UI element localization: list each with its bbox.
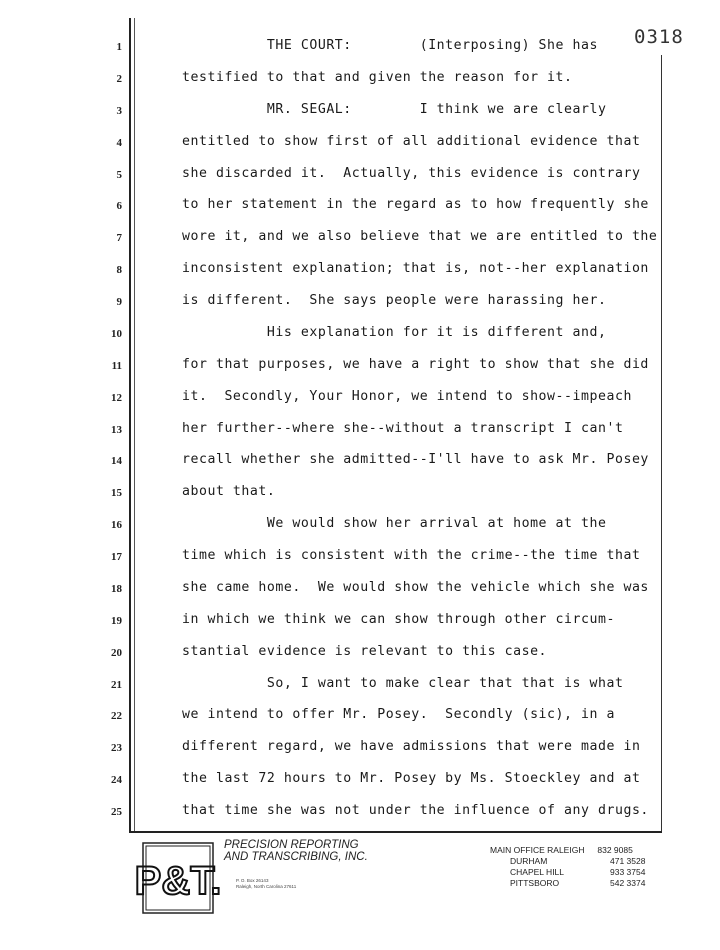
office-phone: 933 3754 bbox=[610, 867, 646, 877]
line-number: 16 bbox=[111, 519, 122, 532]
line-number: 11 bbox=[111, 359, 122, 372]
transcript-line: it. Secondly, Your Honor, we intend to show--impeach bbox=[182, 388, 632, 404]
line-number: 7 bbox=[116, 232, 122, 245]
transcript-line: entitled to show first of all additional evidence that bbox=[182, 133, 641, 149]
transcript-line: her further--where she--without a transcript I can't bbox=[182, 420, 624, 436]
address-line2: Raleigh, North Carolina 27611 bbox=[236, 884, 297, 889]
transcript-line: So, I want to make clear that that is what bbox=[182, 675, 624, 691]
line-number: 5 bbox=[116, 168, 122, 181]
line-number: 10 bbox=[111, 327, 122, 340]
company-name bbox=[224, 839, 368, 863]
line-number: 9 bbox=[116, 296, 122, 309]
line-number: 14 bbox=[111, 455, 122, 468]
line-number: 22 bbox=[111, 710, 122, 723]
line-number: 21 bbox=[111, 678, 122, 691]
transcript-line: that time she was not under the influence of any drugs. bbox=[182, 803, 649, 819]
transcript-line: she discarded it. Actually, this evidence is contrary bbox=[182, 165, 641, 181]
transcript-line: we intend to offer Mr. Posey. Secondly (sic), in a bbox=[182, 707, 615, 723]
line-number: 13 bbox=[111, 423, 122, 436]
office-phone: 471 3528 bbox=[610, 856, 646, 866]
office-list bbox=[490, 845, 680, 889]
address-line1: P. O. Box 26143 bbox=[236, 878, 269, 883]
company-name-line2: AND TRANSCRIBING, INC. bbox=[224, 851, 368, 863]
main-office bbox=[490, 845, 660, 856]
office-row bbox=[490, 856, 680, 867]
transcript-line: about that. bbox=[182, 484, 276, 500]
line-number: 20 bbox=[111, 646, 122, 659]
main-office-label: MAIN OFFICE RALEIGH bbox=[490, 845, 585, 855]
line-number: 15 bbox=[111, 487, 122, 500]
line-number: 2 bbox=[116, 72, 122, 85]
office-row bbox=[490, 867, 680, 878]
line-number: 8 bbox=[116, 264, 122, 277]
transcript-line: time which is consistent with the crime--the time that bbox=[182, 548, 641, 564]
line-number: 23 bbox=[111, 742, 122, 755]
transcript-line: recall whether she admitted--I'll have to ask Mr. Posey bbox=[182, 452, 649, 468]
office-row bbox=[490, 878, 680, 889]
transcript-line: in which we think we can show through other circum- bbox=[182, 611, 615, 627]
page-number: 0318 bbox=[634, 26, 684, 48]
company-name-line1: PRECISION REPORTING bbox=[224, 839, 359, 851]
transcript-line: the last 72 hours to Mr. Posey by Ms. Stoeckley and at bbox=[182, 771, 641, 787]
line-number: 12 bbox=[111, 391, 122, 404]
line-number: 17 bbox=[111, 551, 122, 564]
transcript-line: testified to that and given the reason for it. bbox=[182, 69, 573, 85]
office-phone: 542 3374 bbox=[610, 878, 646, 888]
transcript-line: inconsistent explanation; that is, not--her explanation bbox=[182, 261, 649, 277]
company-logo bbox=[134, 842, 222, 914]
left-margin-rule-inner bbox=[134, 18, 135, 833]
transcript-line: she came home. We would show the vehicle which she was bbox=[182, 579, 649, 595]
line-number: 19 bbox=[111, 614, 122, 627]
bottom-margin-rule bbox=[129, 831, 662, 833]
left-margin-rule bbox=[129, 18, 131, 833]
transcript-line: is different. She says people were harassing her. bbox=[182, 293, 607, 309]
line-number: 3 bbox=[116, 104, 122, 117]
main-office-phone: 832 9085 bbox=[597, 845, 633, 855]
right-margin-rule bbox=[661, 55, 662, 831]
line-number: 24 bbox=[111, 774, 122, 787]
transcript-line: We would show her arrival at home at the bbox=[182, 516, 607, 532]
office-city: PITTSBORO bbox=[510, 878, 560, 888]
line-number: 6 bbox=[116, 200, 122, 213]
svg-text:P&T.: P&T. bbox=[134, 859, 222, 903]
transcript-line: different regard, we have admissions that were made in bbox=[182, 739, 641, 755]
transcript-line: MR. SEGAL: I think we are clearly bbox=[182, 101, 607, 117]
transcript-line: to her statement in the regard as to how frequently she bbox=[182, 197, 649, 213]
office-city: DURHAM bbox=[510, 856, 548, 866]
transcript-line: for that purposes, we have a right to show that she did bbox=[182, 356, 649, 372]
transcript-line: stantial evidence is relevant to this case. bbox=[182, 643, 548, 659]
transcript-line: His explanation for it is different and, bbox=[182, 324, 607, 340]
transcript-line: wore it, and we also believe that we are entitled to the bbox=[182, 229, 658, 245]
line-number: 18 bbox=[111, 582, 122, 595]
transcript-line: THE COURT: (Interposing) She has bbox=[182, 38, 598, 53]
company-address bbox=[236, 878, 296, 890]
line-number: 4 bbox=[116, 136, 122, 149]
line-number: 25 bbox=[111, 806, 122, 819]
line-number: 1 bbox=[116, 41, 122, 53]
office-city: CHAPEL HILL bbox=[510, 867, 565, 877]
